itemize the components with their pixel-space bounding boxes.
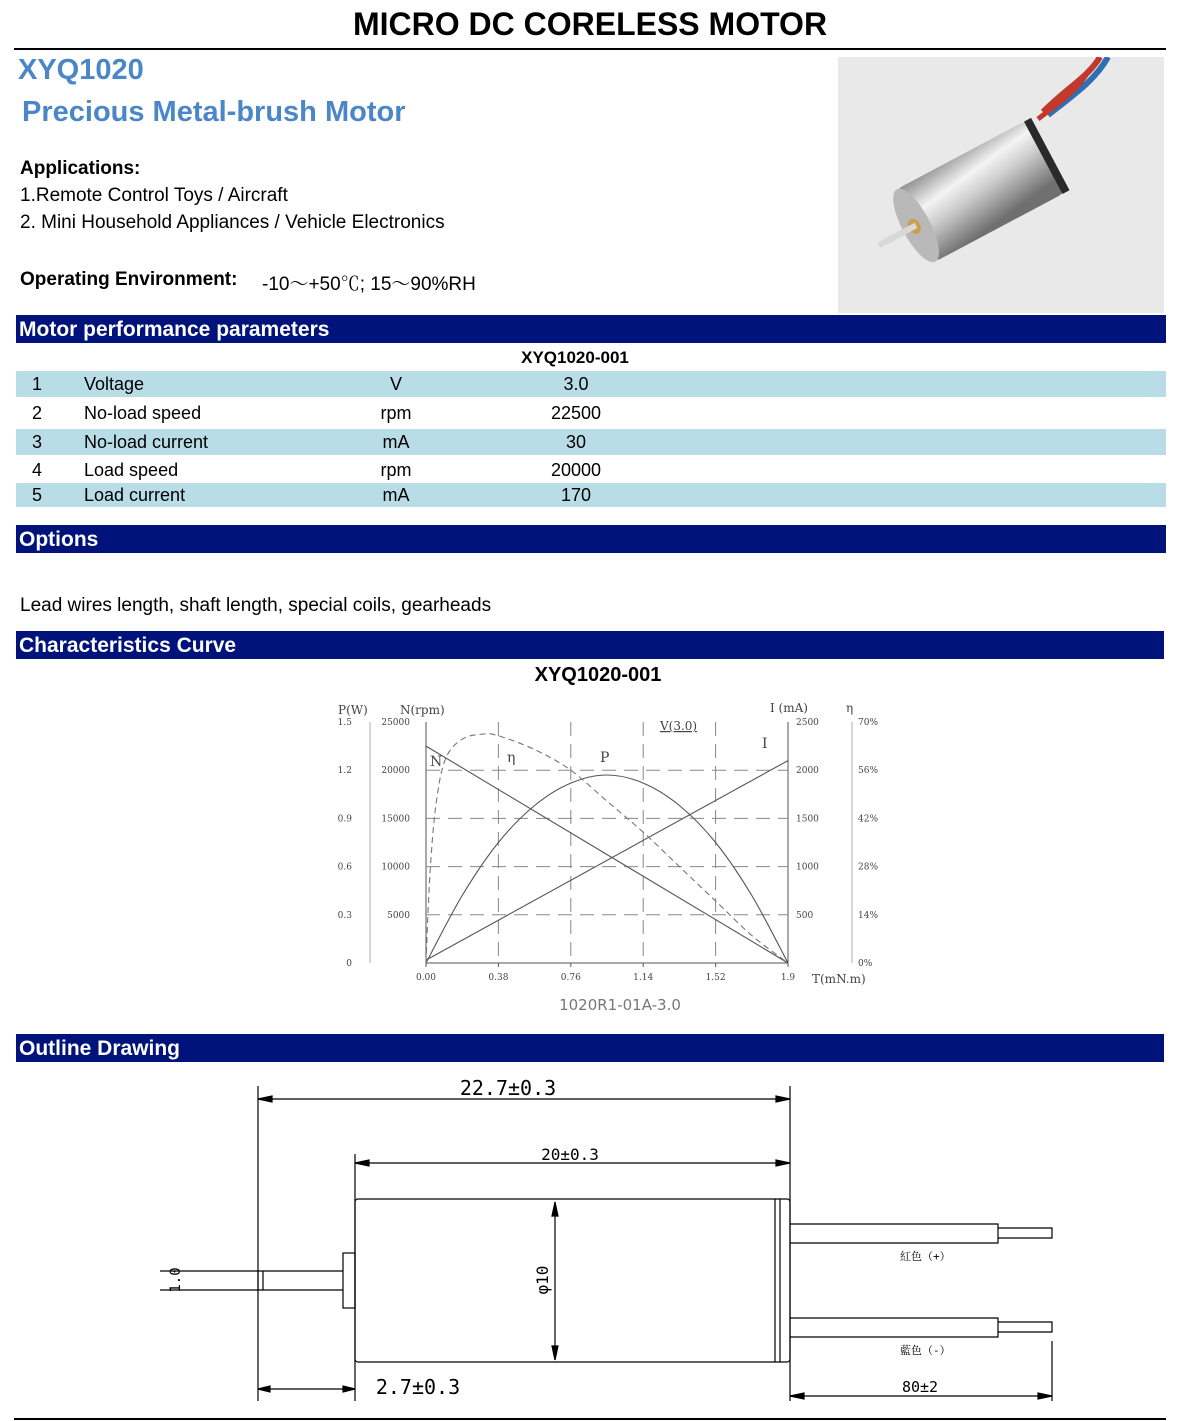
- outline-drawing: [150, 1066, 1080, 1418]
- speed-tick-label: 5000: [387, 910, 410, 921]
- options-text: Lead wires length, shaft length, special coils, gearheads: [20, 595, 492, 616]
- chart-footer-label: 1020R1-01A-3.0: [559, 996, 681, 1014]
- row-number: 1: [32, 374, 43, 394]
- motor-photo: [838, 57, 1164, 313]
- performance-heading: Motor performance parameters: [16, 315, 1166, 343]
- dim-body-length: 20±0.3: [541, 1145, 599, 1164]
- speed-tick-label: 10000: [381, 862, 410, 873]
- row-number: 3: [32, 432, 43, 452]
- row-unit: V: [389, 374, 402, 394]
- power-tick-label: 1.2: [337, 766, 352, 777]
- wire-red-label: 紅色（+）: [900, 1250, 951, 1263]
- row-value: 22500: [550, 403, 602, 423]
- row-value: 30: [565, 432, 587, 452]
- row-parameter: No-load current: [84, 432, 209, 452]
- row-value: 20000: [550, 460, 602, 480]
- current-tick-label: 500: [796, 910, 814, 921]
- x-tick-label: 1.52: [705, 973, 726, 983]
- row-parameter: No-load speed: [84, 403, 202, 423]
- power-tick-label: 0.3: [337, 910, 352, 921]
- voltage-label: V(3.0): [660, 719, 698, 733]
- row-parameter: Voltage: [84, 374, 145, 394]
- characteristics-chart: [300, 690, 920, 1020]
- power-tick-label: 0.9: [337, 814, 352, 825]
- row-number: 5: [32, 485, 43, 505]
- efficiency-tick-label: 70%: [858, 718, 879, 728]
- row-number: 4: [32, 460, 43, 480]
- application-item-2: 2. Mini Household Appliances / Vehicle Electronics: [20, 212, 445, 233]
- application-item-1: 1.Remote Control Toys / Aircraft: [20, 185, 288, 206]
- power-tick-label: 0.6: [337, 862, 352, 873]
- series-line-3: [426, 734, 788, 963]
- dim-shaft-diameter: 1.0: [168, 1267, 184, 1293]
- dim-wire-length: 80±2: [901, 1378, 939, 1396]
- speed-axis-label: N(rpm): [400, 703, 445, 717]
- page-title: MICRO DC CORELESS MOTOR: [352, 6, 828, 42]
- performance-model: XYQ1020-001: [521, 348, 629, 367]
- power-tick-label: 0: [346, 959, 352, 969]
- x-tick-label: 1.14: [633, 973, 654, 983]
- model-number: XYQ1020: [18, 54, 144, 86]
- environment-value: -10～+50℃; 15～90%RH: [262, 274, 476, 295]
- outline-heading: Outline Drawing: [16, 1034, 1164, 1062]
- x-tick-label: 0.00: [415, 973, 437, 983]
- efficiency-tick-label: 56%: [858, 766, 879, 777]
- options-heading: Options: [16, 525, 1166, 553]
- table-row: [16, 371, 1166, 397]
- table-row: [16, 429, 1166, 455]
- efficiency-tick-label: 14%: [858, 910, 879, 921]
- table-row: [16, 483, 1166, 507]
- x-axis-label: T(mN.m): [812, 972, 866, 986]
- product-subtitle: Precious Metal-brush Motor: [22, 96, 406, 128]
- row-value: 170: [560, 485, 592, 505]
- table-row: [16, 457, 1166, 483]
- series-label: η: [507, 750, 516, 766]
- table-row: [16, 400, 1166, 426]
- efficiency-tick-label: 28%: [858, 862, 879, 873]
- dim-body-diameter: φ10: [533, 1265, 552, 1295]
- efficiency-axis-label: η: [846, 701, 854, 715]
- speed-tick-label: 15000: [381, 814, 410, 825]
- bottom-divider: [14, 1418, 1166, 1420]
- dim-shaft-length: 2.7±0.3: [375, 1375, 461, 1399]
- series-line-2: [426, 775, 788, 963]
- speed-tick-label: 20000: [381, 766, 410, 777]
- speed-tick-label: 25000: [381, 718, 410, 728]
- wire-blue-label: 藍色（-）: [900, 1344, 951, 1357]
- current-tick-label: 1500: [796, 814, 819, 825]
- series-label: P: [600, 750, 610, 766]
- x-tick-label: 0.76: [560, 973, 581, 983]
- x-tick-label: 1.9: [780, 973, 796, 983]
- efficiency-tick-label: 42%: [858, 814, 879, 825]
- curve-heading: Characteristics Curve: [16, 631, 1164, 659]
- x-tick-label: 0.38: [488, 973, 509, 983]
- curve-model: XYQ1020-001: [534, 664, 662, 686]
- dim-overall-length: 22.7±0.3: [459, 1076, 557, 1100]
- row-parameter: Load speed: [84, 460, 179, 480]
- current-tick-label: 2000: [796, 766, 819, 777]
- row-value: 3.0: [563, 374, 589, 394]
- title-divider: [14, 48, 1166, 50]
- power-tick-label: 1.5: [337, 718, 352, 728]
- row-unit: rpm: [380, 403, 412, 423]
- row-parameter: Load current: [84, 485, 186, 505]
- current-tick-label: 1000: [796, 862, 819, 873]
- row-unit: rpm: [380, 460, 412, 480]
- series-label: N: [430, 754, 443, 770]
- current-axis-label: I (mA): [770, 701, 808, 715]
- row-unit: mA: [382, 485, 410, 505]
- applications-heading: Applications:: [20, 158, 141, 179]
- efficiency-tick-label: 0%: [858, 959, 873, 969]
- row-unit: mA: [382, 432, 410, 452]
- series-label: I: [762, 736, 768, 752]
- power-axis-label: P(W): [338, 703, 368, 717]
- current-tick-label: 2500: [796, 718, 819, 728]
- row-number: 2: [32, 403, 43, 423]
- environment-label: Operating Environment:: [20, 269, 238, 290]
